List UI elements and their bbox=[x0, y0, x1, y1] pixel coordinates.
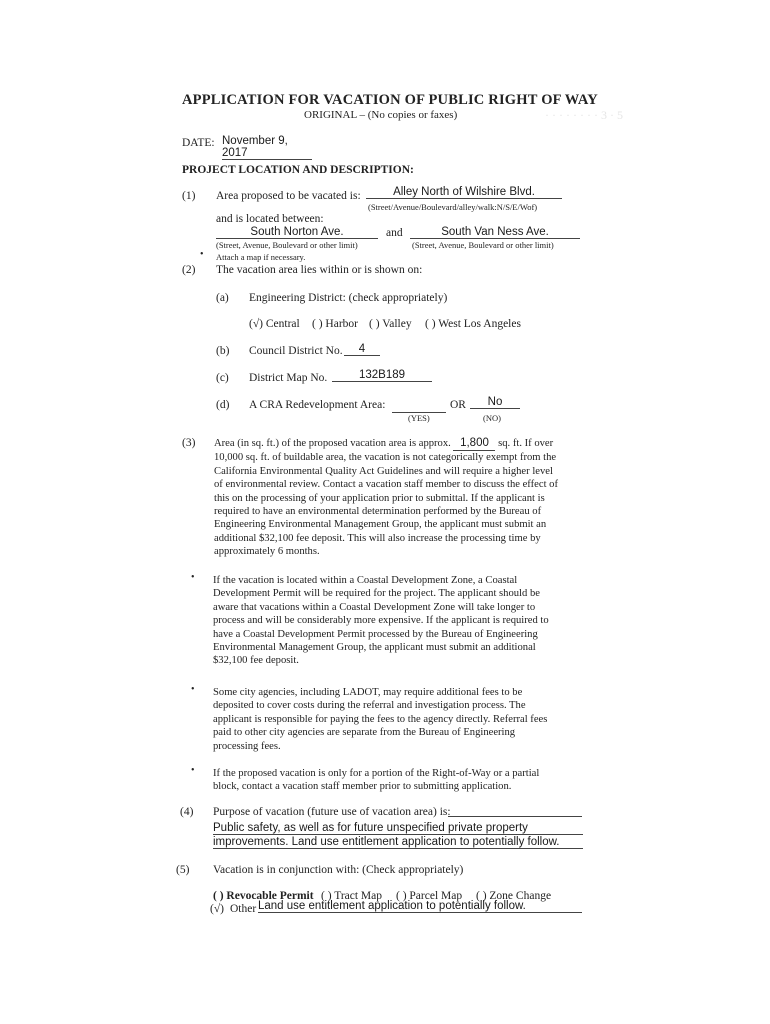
district-harbor-checkbox[interactable]: ( ) Harbor bbox=[312, 318, 358, 330]
date-label: DATE: bbox=[182, 137, 215, 149]
other-checkbox[interactable]: (√) bbox=[210, 903, 224, 915]
other-label: Other bbox=[230, 903, 257, 915]
yes-caption: (YES) bbox=[408, 413, 430, 423]
item3-number: (3) bbox=[182, 437, 196, 449]
bullet-line: block, contact a vacation staff member prior to submitting application. bbox=[213, 781, 512, 793]
or-label: OR bbox=[450, 399, 466, 411]
section-heading: PROJECT LOCATION AND DESCRIPTION: bbox=[182, 164, 414, 176]
bullet-line: Development Permit will be required for the project. The applicant should be bbox=[213, 588, 540, 600]
bullet-line: applicant is responsible for paying the fees to the agency directly. Referral fees bbox=[213, 713, 548, 725]
item2c-label: District Map No. bbox=[249, 372, 328, 384]
bullet-agency-fees bbox=[213, 686, 587, 753]
item3-line: required to have an environmental determination performed by the Bureau of bbox=[214, 506, 542, 518]
zone-change-checkbox[interactable]: ( ) Zone Change bbox=[476, 890, 552, 902]
bullet-partial-block bbox=[213, 767, 587, 794]
item4-label: Purpose of vacation (future use of vacation area) is: bbox=[213, 806, 451, 818]
item3-text-after: sq. ft. If over bbox=[498, 438, 554, 449]
item3-line: California Environmental Quality Act Guidelines and will require a higher level bbox=[214, 465, 553, 477]
item3-line: additional $32,100 fee deposit. This will also increase the processing time by bbox=[214, 532, 541, 544]
between-label: and is located between: bbox=[216, 213, 324, 225]
item5-label: Vacation is in conjunction with: (Check appropriately) bbox=[213, 864, 464, 876]
bullet-line: If the proposed vacation is only for a portion of the Right-of-Way or a partial bbox=[213, 768, 540, 779]
bullet-dot: • bbox=[191, 684, 195, 695]
map-bullet: • bbox=[200, 249, 204, 260]
item3-line: this on the processing of your application prior to submittal. If the applicant is bbox=[214, 492, 545, 504]
cra-yes-field[interactable] bbox=[392, 399, 446, 413]
vacated-area-field[interactable]: Alley North of Wilshire Blvd. bbox=[366, 186, 562, 199]
item2c-number: (c) bbox=[216, 372, 229, 384]
purpose-inline-field[interactable] bbox=[448, 804, 582, 817]
item1-hint: (Street/Avenue/Boulevard/alley/walk:N/S/E/Wof) bbox=[368, 202, 538, 212]
item5-number: (5) bbox=[176, 864, 190, 876]
purpose-line2-field[interactable]: improvements. Land use entitlement application to potentially follow. bbox=[213, 836, 583, 849]
no-caption: (NO) bbox=[483, 413, 501, 423]
area-sqft-field[interactable]: 1,800 bbox=[453, 437, 495, 451]
bullet-line: processing fees. bbox=[213, 740, 281, 752]
item1-number: (1) bbox=[182, 190, 196, 202]
bullet-line: process and will be considerably more expensive. If the applicant is required to bbox=[213, 615, 549, 627]
district-central-checkbox[interactable]: (√) Central bbox=[249, 318, 300, 330]
bullet-line: paid to other city agencies are separate from the Bureau of Engineering bbox=[213, 727, 516, 739]
cra-no-field[interactable]: No bbox=[470, 396, 520, 409]
faint-stamp: · · · · · · · · 3 · 5 bbox=[545, 108, 623, 122]
item2-number: (2) bbox=[182, 264, 196, 276]
parcel-map-checkbox[interactable]: ( ) Parcel Map bbox=[396, 890, 463, 902]
street1-hint: (Street, Avenue, Boulevard or other limit) bbox=[216, 240, 358, 250]
and-label: and bbox=[386, 227, 403, 239]
bullet-line: have a Coastal Development Permit processed by the Bureau of Engineering bbox=[213, 628, 538, 640]
item3-line: of environmental review. Contact a vacation staff member to discuss the effect of bbox=[214, 479, 558, 491]
item2a-number: (a) bbox=[216, 292, 229, 304]
district-wla-checkbox[interactable]: ( ) West Los Angeles bbox=[425, 318, 521, 330]
bullet-line: deposited to cover costs during the referral and investigation process. The bbox=[213, 700, 526, 712]
council-district-field[interactable]: 4 bbox=[344, 343, 380, 356]
tract-map-checkbox[interactable]: ( ) Tract Map bbox=[321, 890, 383, 902]
item2d-label: A CRA Redevelopment Area: bbox=[249, 399, 386, 411]
form-title: APPLICATION FOR VACATION OF PUBLIC RIGHT OF WAY bbox=[182, 92, 598, 108]
item3-line: Engineering Environmental Management Group, the applicant must submit an bbox=[214, 519, 547, 531]
item3-text-before: Area (in sq. ft.) of the proposed vacation area is approx. bbox=[214, 438, 451, 449]
street2-field[interactable]: South Van Ness Ave. bbox=[410, 226, 580, 239]
district-map-field[interactable]: 132B189 bbox=[332, 369, 432, 382]
other-field[interactable]: Land use entitlement application to potentially follow. bbox=[258, 900, 582, 913]
item1-label: Area proposed to be vacated is: bbox=[216, 190, 361, 202]
item2d-number: (d) bbox=[216, 399, 230, 411]
item3-block bbox=[214, 437, 588, 559]
bullet-line: Some city agencies, including LADOT, may require additional fees to be bbox=[213, 687, 523, 698]
bullet-line: aware that vacations within a Coastal Development Zone will take longer to bbox=[213, 601, 536, 613]
item3-line: approximately 6 months. bbox=[214, 546, 320, 558]
map-note: Attach a map if necessary. bbox=[216, 252, 306, 262]
bullet-coastal bbox=[213, 574, 587, 668]
item2b-label: Council District No. bbox=[249, 345, 343, 357]
item2-label: The vacation area lies within or is shown on: bbox=[216, 264, 423, 276]
item4-number: (4) bbox=[180, 806, 194, 818]
bullet-line: If the vacation is located within a Coastal Development Zone, a Coastal bbox=[213, 575, 518, 586]
item3-line: 10,000 sq. ft. of buildable area, the vacation is not categorically exempt from the bbox=[214, 452, 557, 464]
bullet-dot: • bbox=[191, 572, 195, 583]
date-field[interactable]: November 9, 2017 bbox=[222, 135, 312, 160]
revocable-permit-checkbox[interactable]: ( ) Revocable Permit bbox=[213, 890, 314, 902]
item2b-number: (b) bbox=[216, 345, 230, 357]
bullet-line: Environmental Management Group, the applicant must submit an additional bbox=[213, 642, 536, 654]
bullet-dot: • bbox=[191, 765, 195, 776]
bullet-line: $32,100 fee deposit. bbox=[213, 655, 299, 667]
item2a-label: Engineering District: (check appropriately) bbox=[249, 292, 448, 304]
street2-hint: (Street, Avenue, Boulevard or other limit) bbox=[412, 240, 554, 250]
street1-field[interactable]: South Norton Ave. bbox=[216, 226, 378, 239]
purpose-line1-field[interactable]: Public safety, as well as for future unspecified private property bbox=[213, 822, 583, 835]
form-subtitle: ORIGINAL – (No copies or faxes) bbox=[304, 109, 458, 121]
district-valley-checkbox[interactable]: ( ) Valley bbox=[369, 318, 412, 330]
